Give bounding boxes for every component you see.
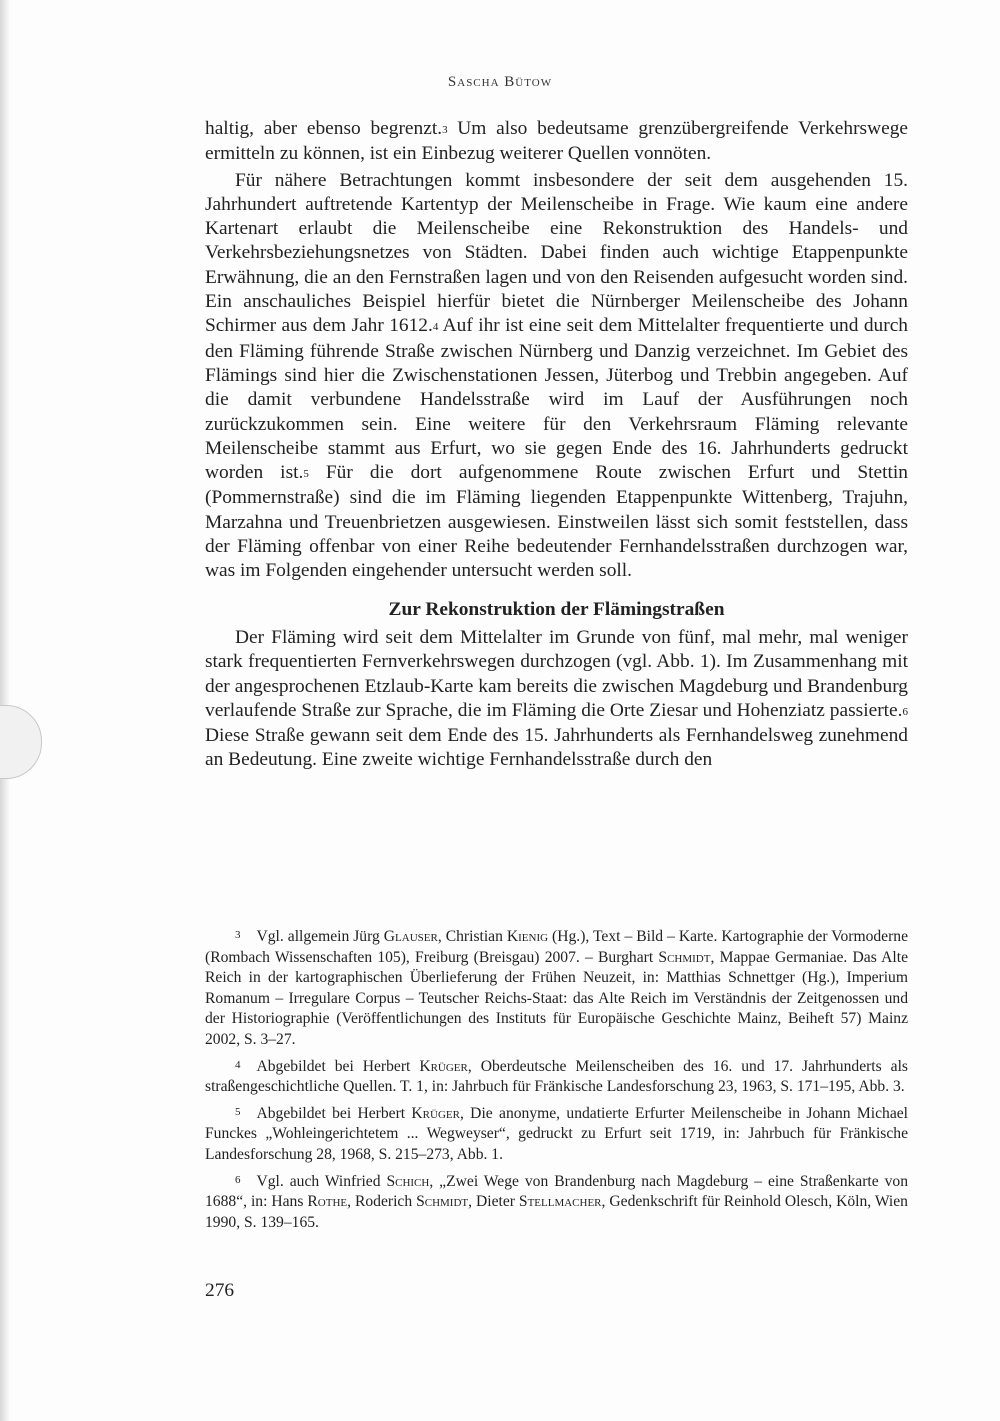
text-run: Um also bedeutsame grenzübergreifende Verkehrswege ermitteln zu können, ist ein Einbezug weiterer Quellen vonnöten.: [205, 118, 908, 165]
author-name: Krüger: [419, 1057, 468, 1075]
page-number: 276: [205, 1280, 235, 1301]
paragraph: [205, 169, 908, 584]
running-head: Sascha Bütow: [447, 74, 553, 90]
footnote-reference: 5: [303, 468, 309, 481]
author-name: Krüger: [411, 1104, 460, 1122]
paragraph: [205, 626, 908, 773]
footnote-number: 6: [235, 1173, 241, 1186]
text-run: Diese Straße gewann seit dem Ende des 15. Jahrhunderts als Fernhandelsweg zunehmend an Bedeutung. Eine zweite wichtige Fernhandelsstraße durch den: [205, 725, 908, 771]
footnote: [205, 1170, 908, 1234]
footnote: [205, 925, 908, 1051]
text-run: Vgl. allgemein Jürg: [256, 928, 384, 945]
text-run: , Roderich: [347, 1193, 417, 1211]
text-run: Vgl. auch Winfried: [256, 1172, 387, 1190]
footnote-number: 3: [235, 929, 241, 941]
footnote-number: 4: [235, 1058, 241, 1071]
paragraph: [205, 117, 908, 167]
text-run: Abgebildet bei Herbert: [256, 1057, 420, 1075]
text-run: , Die anonyme, undatierte Erfurter Meilenscheibe in Johann Michael Funckes „Wohleingerichtetem ... Wegweyser“, gedruckt zu Erfurt seit 1719, in: Jahrbuch für Fränkische Landesforschung 28, 1968, S. 215–273, Abb. 1.: [205, 1104, 908, 1163]
footnote-number: 5: [235, 1105, 241, 1118]
footnote-reference: 3: [442, 124, 448, 136]
main-text: [205, 117, 908, 773]
author-name: Stellmacher: [518, 1193, 602, 1211]
text-run: Abgebildet bei Herbert: [256, 1104, 412, 1122]
text-run: , „Zwei Wege von Brandenburg nach Magdeburg – eine Straßenkarte von 1688“, in: Hans: [205, 1172, 908, 1211]
author-name: Schmidt: [658, 948, 711, 966]
author-name: Rothe: [307, 1193, 348, 1211]
footnote: [205, 1055, 908, 1098]
text-run: Auf ihr ist eine seit dem Mittelalter frequentierte und durch den Fläming führende Straße zwischen Nürnberg und Danzig verzeichnet. Im Gebiet des Flämings sind hier die Zwischenstationen Jessen, Jüterbog und Trebbin angegeben. Auf die damit verbundene Handelsstraße wird im Lauf der Ausführungen noch zurückzukommen sein. Eine weitere für den Verkehrsraum Fläming relevante Meilenscheibe stammt aus Erfurt, wo sie gegen Ende des 16. Jahrhunderts gedruckt worden ist.: [205, 315, 908, 484]
author-name: Kienig: [506, 928, 549, 945]
text-run: , Oberdeutsche Meilenscheiben des 16. und 17. Jahrhunderts als straßengeschichtliche Quellen. T. 1, in: Jahrbuch für Fränkische Landesforschung 23, 1963, S. 171–195, Abb. 3.: [205, 1057, 908, 1096]
footnote-reference: 4: [432, 321, 439, 334]
author-name: Glauser: [383, 928, 438, 945]
text-run: , Dieter: [468, 1193, 519, 1211]
margin-tab-mark: [0, 705, 42, 779]
text-run: haltig, aber ebenso begrenzt.: [205, 118, 443, 139]
text-run: Der Fläming wird seit dem Mittelalter im Grunde von fünf, mal mehr, mal weniger stark frequentierten Fernverkehrswegen durchzogen (vgl. Abb. 1). Im Zusammenhang mit der angesprochenen Etzlaub-Karte kam bereits die zwischen Magdeburg und Brandenburg verlaufende Straße zur Sprache, die im Fläming die Orte Ziesar und Hohenziatz passierte.: [205, 626, 908, 721]
footnote-reference: 6: [902, 705, 908, 718]
text-run: , Mappae Germaniae. Das Alte Reich in der kartographischen Überlieferung der Frühen Neuzeit, in: Matthias Schnettger (Hg.), Imperium Romanum – Irregulare Corpus – Teutscher Reichs-Staat: das Alte Reich im Verständnis der Zeitgenossen und der Historiographie (Veröffentlichungen des Instituts für Europäische Geschichte Mainz, Beiheft 57) Mainz 2002, S. 3–27.: [205, 948, 908, 1048]
section-heading: Zur Rekonstruktion der Flämingstraßen: [388, 598, 725, 620]
author-name: Schich: [386, 1172, 430, 1190]
text-run: Für die dort aufgenommene Route zwischen Erfurt und Stettin (Pommernstraße) sind die im Fläming liegenden Etappenpunkte Wittenberg, Trajuhn, Marzahna und Treuenbrietzen ausgewiesen. Einstweilen lässt sich somit feststellen, dass der Fläming offenbar von einer Reihe bedeutender Fernhandelsstraßen durchzogen war, was im Folgenden eingehender untersucht werden soll.: [205, 462, 909, 582]
author-name: Schmidt: [416, 1193, 469, 1211]
text-run: , Gedenkschrift für Reinhold Olesch, Köln, Wien 1990, S. 139–165.: [205, 1193, 908, 1231]
footnote: [205, 1102, 908, 1166]
text-run: Für nähere Betrachtungen kommt insbesondere der seit dem ausgehenden 15. Jahrhundert auftretende Kartentyp der Meilenscheibe in Frage. Wie kaum eine andere Kartenart erlaubt die Meilenscheibe eine Rekonstruktion des Handels- und Verkehrsbeziehungsnetzes von Städten. Dabei finden auch wichtige Etappenpunkte Erwähnung, die an den Fernstraßen lagen und von den Reisenden aufgesucht worden sind. Ein anschauliches Beispiel hierfür bietet die Nürnberger Meilenscheibe des Johann Schirmer aus dem Jahr 1612.: [205, 169, 908, 337]
text-run: , Christian: [437, 928, 507, 945]
footnotes: [205, 925, 908, 1237]
text-run: (Hg.), Text – Bild – Karte. Kartographie der Vormoderne (Rombach Wissenschaften 105), Freiburg (Breisgau) 2007. – Burghart: [205, 928, 909, 966]
